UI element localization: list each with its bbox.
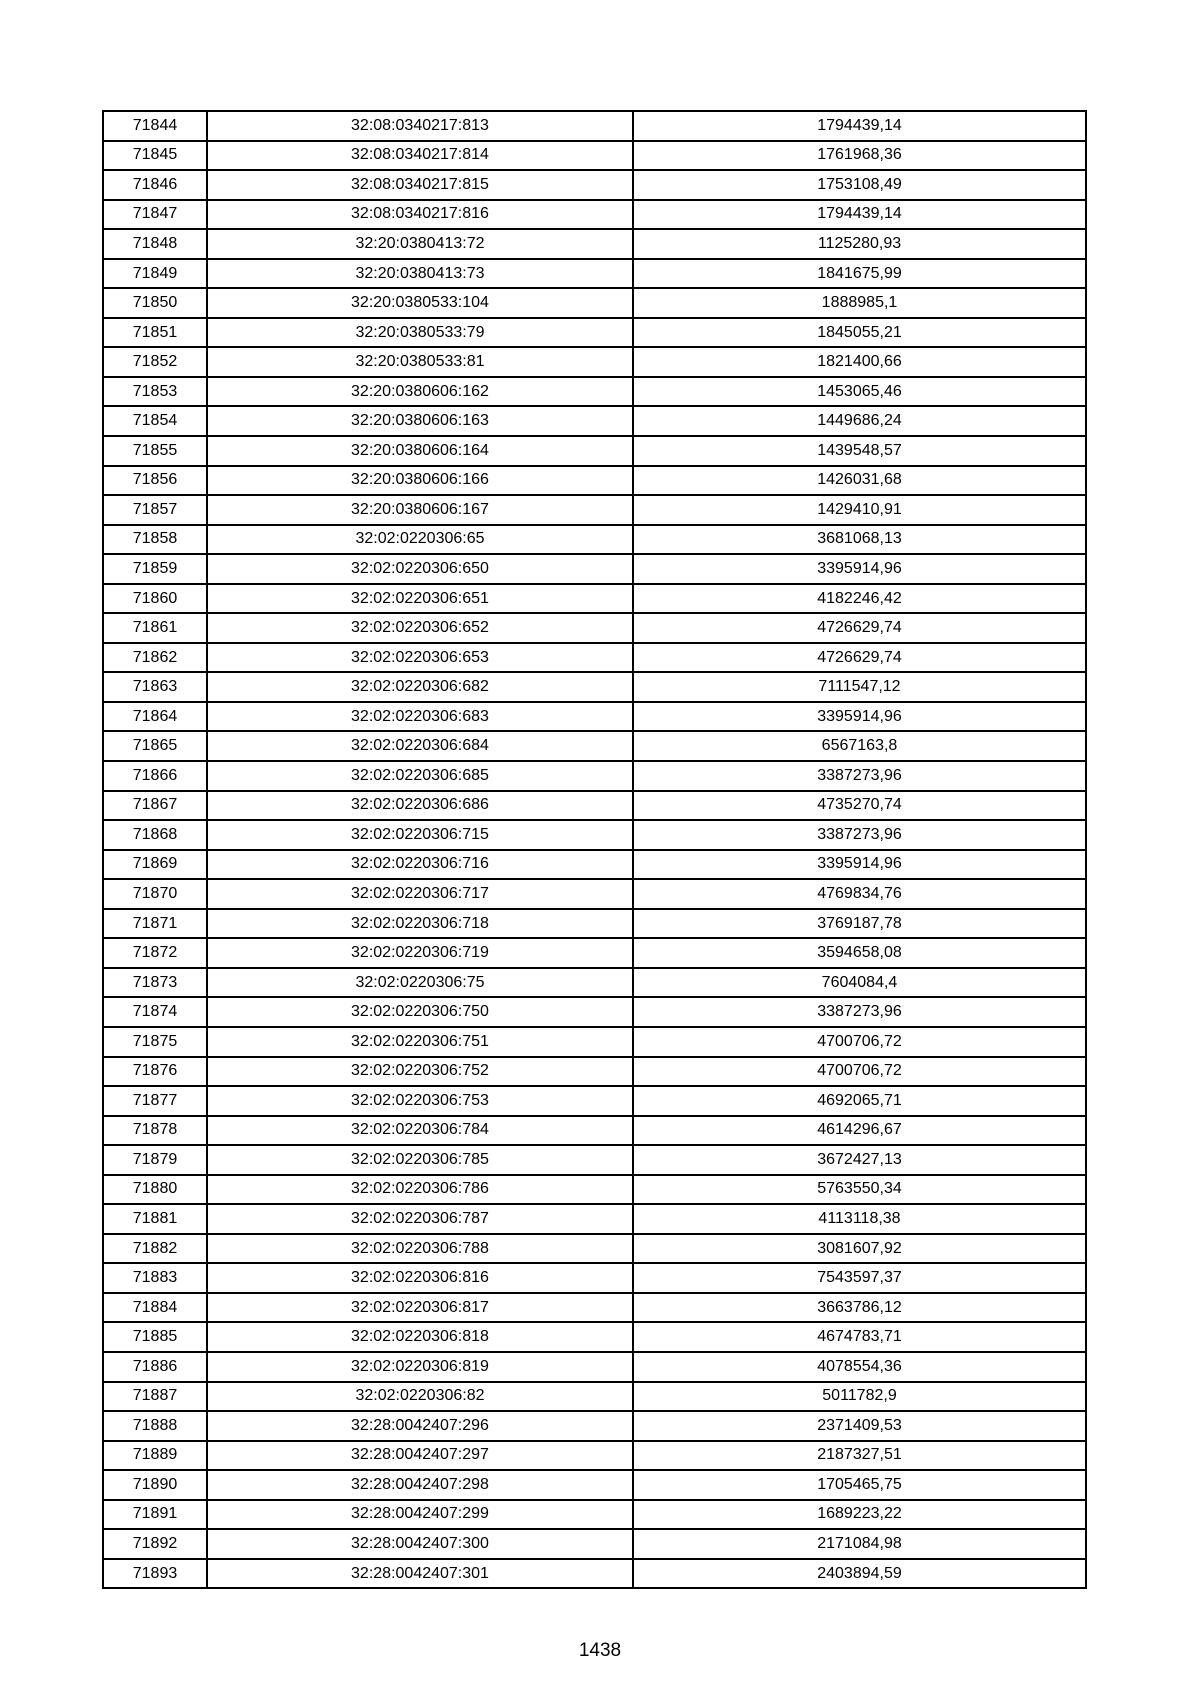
table-row (103, 1322, 1086, 1352)
cadastral-number-cell: 32:02:0220306:717 (207, 879, 633, 909)
row-number-cell: 71890 (103, 1470, 207, 1500)
table-row (103, 259, 1086, 289)
table-row (103, 909, 1086, 939)
cadastral-number-cell: 32:08:0340217:816 (207, 200, 633, 230)
table-row (103, 761, 1086, 791)
row-number-cell: 71865 (103, 731, 207, 761)
cadastral-value-cell: 4726629,74 (633, 613, 1086, 643)
table-row (103, 1441, 1086, 1471)
cadastral-value-cell: 3769187,78 (633, 909, 1086, 939)
cadastral-value-cell: 1439548,57 (633, 436, 1086, 466)
cadastral-number-cell: 32:02:0220306:819 (207, 1352, 633, 1382)
table-row (103, 111, 1086, 141)
table-row (103, 643, 1086, 673)
cadastral-number-cell: 32:28:0042407:301 (207, 1559, 633, 1589)
table-row (103, 1293, 1086, 1323)
cadastral-value-cell: 1125280,93 (633, 229, 1086, 259)
cadastral-value-cell: 5011782,9 (633, 1382, 1086, 1412)
cadastral-value-cell: 4182246,42 (633, 584, 1086, 614)
cadastral-number-cell: 32:02:0220306:686 (207, 791, 633, 821)
cadastral-number-cell: 32:02:0220306:650 (207, 554, 633, 584)
table-row (103, 1529, 1086, 1559)
cadastral-value-cell: 1845055,21 (633, 318, 1086, 348)
row-number-cell: 71891 (103, 1500, 207, 1530)
table-row (103, 141, 1086, 171)
cadastral-value-cell: 1689223,22 (633, 1500, 1086, 1530)
cadastral-number-cell: 32:02:0220306:652 (207, 613, 633, 643)
cadastral-value-cell: 4674783,71 (633, 1322, 1086, 1352)
table-row (103, 1175, 1086, 1205)
cadastral-value-cell: 3663786,12 (633, 1293, 1086, 1323)
row-number-cell: 71850 (103, 288, 207, 318)
row-number-cell: 71845 (103, 141, 207, 171)
table-row (103, 1116, 1086, 1146)
cadastral-value-cell: 1841675,99 (633, 259, 1086, 289)
row-number-cell: 71893 (103, 1559, 207, 1589)
row-number-cell: 71874 (103, 997, 207, 1027)
row-number-cell: 71853 (103, 377, 207, 407)
cadastral-number-cell: 32:02:0220306:785 (207, 1145, 633, 1175)
row-number-cell: 71855 (103, 436, 207, 466)
table-row (103, 1057, 1086, 1087)
cadastral-number-cell: 32:02:0220306:685 (207, 761, 633, 791)
cadastral-number-cell: 32:02:0220306:818 (207, 1322, 633, 1352)
table-row (103, 406, 1086, 436)
cadastral-value-cell: 4113118,38 (633, 1204, 1086, 1234)
row-number-cell: 71860 (103, 584, 207, 614)
cadastral-value-cell: 2403894,59 (633, 1559, 1086, 1589)
row-number-cell: 71873 (103, 968, 207, 998)
table-row (103, 1027, 1086, 1057)
row-number-cell: 71881 (103, 1204, 207, 1234)
table-row (103, 1470, 1086, 1500)
table-row (103, 170, 1086, 200)
cadastral-value-cell: 3395914,96 (633, 554, 1086, 584)
cadastral-value-cell: 4692065,71 (633, 1086, 1086, 1116)
table-row (103, 347, 1086, 377)
cadastral-number-cell: 32:28:0042407:296 (207, 1411, 633, 1441)
row-number-cell: 71849 (103, 259, 207, 289)
row-number-cell: 71875 (103, 1027, 207, 1057)
cadastral-number-cell: 32:20:0380533:104 (207, 288, 633, 318)
cadastral-number-cell: 32:02:0220306:817 (207, 1293, 633, 1323)
table-row (103, 288, 1086, 318)
row-number-cell: 71844 (103, 111, 207, 141)
table-row (103, 1500, 1086, 1530)
cadastral-number-cell: 32:02:0220306:753 (207, 1086, 633, 1116)
cadastral-value-cell: 4769834,76 (633, 879, 1086, 909)
table-row (103, 1145, 1086, 1175)
table-row (103, 584, 1086, 614)
row-number-cell: 71878 (103, 1116, 207, 1146)
cadastral-value-cell: 7111547,12 (633, 672, 1086, 702)
cadastral-number-cell: 32:02:0220306:786 (207, 1175, 633, 1205)
cadastral-value-cell: 3395914,96 (633, 850, 1086, 880)
cadastral-number-cell: 32:08:0340217:813 (207, 111, 633, 141)
row-number-cell: 71888 (103, 1411, 207, 1441)
row-number-cell: 71871 (103, 909, 207, 939)
cadastral-number-cell: 32:08:0340217:814 (207, 141, 633, 171)
cadastral-value-cell: 1453065,46 (633, 377, 1086, 407)
cadastral-number-cell: 32:02:0220306:682 (207, 672, 633, 702)
cadastral-value-cell: 4078554,36 (633, 1352, 1086, 1382)
cadastral-value-cell: 3081607,92 (633, 1234, 1086, 1264)
row-number-cell: 71846 (103, 170, 207, 200)
row-number-cell: 71856 (103, 466, 207, 496)
cadastral-number-cell: 32:02:0220306:683 (207, 702, 633, 732)
cadastral-number-cell: 32:02:0220306:715 (207, 820, 633, 850)
table-row (103, 850, 1086, 880)
cadastral-value-cell: 4614296,67 (633, 1116, 1086, 1146)
row-number-cell: 71869 (103, 850, 207, 880)
cadastral-number-cell: 32:08:0340217:815 (207, 170, 633, 200)
table-row (103, 1234, 1086, 1264)
cadastral-number-cell: 32:02:0220306:787 (207, 1204, 633, 1234)
cadastral-number-cell: 32:20:0380606:163 (207, 406, 633, 436)
cadastral-value-cell: 3387273,96 (633, 820, 1086, 850)
cadastral-value-cell: 1429410,91 (633, 495, 1086, 525)
row-number-cell: 71892 (103, 1529, 207, 1559)
row-number-cell: 71887 (103, 1382, 207, 1412)
cadastral-number-cell: 32:20:0380606:166 (207, 466, 633, 496)
row-number-cell: 71859 (103, 554, 207, 584)
table-row (103, 318, 1086, 348)
table-row (103, 1086, 1086, 1116)
cadastral-value-cell: 3395914,96 (633, 702, 1086, 732)
cadastral-value-cell: 2171084,98 (633, 1529, 1086, 1559)
cadastral-number-cell: 32:02:0220306:653 (207, 643, 633, 673)
table-row (103, 938, 1086, 968)
cadastral-value-cell: 3387273,96 (633, 997, 1086, 1027)
cadastral-number-cell: 32:20:0380606:164 (207, 436, 633, 466)
cadastral-value-cell: 1794439,14 (633, 200, 1086, 230)
cadastral-number-cell: 32:02:0220306:65 (207, 525, 633, 555)
cadastral-value-cell: 1449686,24 (633, 406, 1086, 436)
row-number-cell: 71886 (103, 1352, 207, 1382)
cadastral-number-cell: 32:02:0220306:752 (207, 1057, 633, 1087)
cadastral-value-cell: 4735270,74 (633, 791, 1086, 821)
cadastral-value-cell: 1888985,1 (633, 288, 1086, 318)
table-row (103, 1382, 1086, 1412)
cadastral-value-cell: 3681068,13 (633, 525, 1086, 555)
cadastral-value-cell: 4726629,74 (633, 643, 1086, 673)
table-row (103, 672, 1086, 702)
cadastral-number-cell: 32:02:0220306:684 (207, 731, 633, 761)
row-number-cell: 71885 (103, 1322, 207, 1352)
cadastral-number-cell: 32:28:0042407:299 (207, 1500, 633, 1530)
row-number-cell: 71872 (103, 938, 207, 968)
cadastral-number-cell: 32:02:0220306:75 (207, 968, 633, 998)
cadastral-value-cell: 5763550,34 (633, 1175, 1086, 1205)
table-row (103, 466, 1086, 496)
table-row (103, 377, 1086, 407)
table-row (103, 731, 1086, 761)
row-number-cell: 71852 (103, 347, 207, 377)
cadastral-value-table (102, 110, 1087, 1589)
row-number-cell: 71884 (103, 1293, 207, 1323)
table-row (103, 820, 1086, 850)
cadastral-number-cell: 32:20:0380606:167 (207, 495, 633, 525)
cadastral-value-cell: 4700706,72 (633, 1057, 1086, 1087)
table-row (103, 554, 1086, 584)
cadastral-value-cell: 4700706,72 (633, 1027, 1086, 1057)
table-row (103, 613, 1086, 643)
row-number-cell: 71868 (103, 820, 207, 850)
cadastral-value-cell: 1821400,66 (633, 347, 1086, 377)
row-number-cell: 71848 (103, 229, 207, 259)
table-row (103, 1263, 1086, 1293)
table-row (103, 1204, 1086, 1234)
cadastral-value-cell: 3387273,96 (633, 761, 1086, 791)
cadastral-number-cell: 32:20:0380533:79 (207, 318, 633, 348)
table-row (103, 200, 1086, 230)
row-number-cell: 71876 (103, 1057, 207, 1087)
cadastral-value-cell: 2187327,51 (633, 1441, 1086, 1471)
row-number-cell: 71870 (103, 879, 207, 909)
cadastral-number-cell: 32:02:0220306:82 (207, 1382, 633, 1412)
table-row (103, 495, 1086, 525)
cadastral-number-cell: 32:02:0220306:788 (207, 1234, 633, 1264)
cadastral-value-cell: 1794439,14 (633, 111, 1086, 141)
cadastral-number-cell: 32:02:0220306:750 (207, 997, 633, 1027)
row-number-cell: 71864 (103, 702, 207, 732)
cadastral-number-cell: 32:02:0220306:718 (207, 909, 633, 939)
table-body (103, 111, 1086, 1588)
cadastral-number-cell: 32:02:0220306:651 (207, 584, 633, 614)
cadastral-number-cell: 32:20:0380533:81 (207, 347, 633, 377)
cadastral-value-cell: 1426031,68 (633, 466, 1086, 496)
cadastral-number-cell: 32:28:0042407:298 (207, 1470, 633, 1500)
cadastral-number-cell: 32:28:0042407:297 (207, 1441, 633, 1471)
table-row (103, 1411, 1086, 1441)
row-number-cell: 71882 (103, 1234, 207, 1264)
table-row (103, 997, 1086, 1027)
cadastral-number-cell: 32:02:0220306:716 (207, 850, 633, 880)
table-row (103, 1352, 1086, 1382)
row-number-cell: 71858 (103, 525, 207, 555)
row-number-cell: 71880 (103, 1175, 207, 1205)
cadastral-value-cell: 7543597,37 (633, 1263, 1086, 1293)
table-row (103, 968, 1086, 998)
cadastral-number-cell: 32:20:0380413:73 (207, 259, 633, 289)
cadastral-value-cell: 3594658,08 (633, 938, 1086, 968)
cadastral-value-cell: 3672427,13 (633, 1145, 1086, 1175)
row-number-cell: 71883 (103, 1263, 207, 1293)
table-row (103, 879, 1086, 909)
cadastral-value-cell: 6567163,8 (633, 731, 1086, 761)
cadastral-number-cell: 32:02:0220306:751 (207, 1027, 633, 1057)
cadastral-value-cell: 1705465,75 (633, 1470, 1086, 1500)
row-number-cell: 71851 (103, 318, 207, 348)
row-number-cell: 71862 (103, 643, 207, 673)
cadastral-value-cell: 7604084,4 (633, 968, 1086, 998)
cadastral-value-cell: 1753108,49 (633, 170, 1086, 200)
row-number-cell: 71889 (103, 1441, 207, 1471)
cadastral-number-cell: 32:02:0220306:784 (207, 1116, 633, 1146)
cadastral-number-cell: 32:20:0380606:162 (207, 377, 633, 407)
row-number-cell: 71847 (103, 200, 207, 230)
row-number-cell: 71877 (103, 1086, 207, 1116)
cadastral-value-cell: 1761968,36 (633, 141, 1086, 171)
row-number-cell: 71861 (103, 613, 207, 643)
row-number-cell: 71866 (103, 761, 207, 791)
row-number-cell: 71854 (103, 406, 207, 436)
table-row (103, 791, 1086, 821)
table-row (103, 525, 1086, 555)
cadastral-number-cell: 32:28:0042407:300 (207, 1529, 633, 1559)
table-row (103, 1559, 1086, 1589)
cadastral-number-cell: 32:02:0220306:719 (207, 938, 633, 968)
table-row (103, 702, 1086, 732)
row-number-cell: 71863 (103, 672, 207, 702)
table-row (103, 436, 1086, 466)
table-row (103, 229, 1086, 259)
cadastral-number-cell: 32:20:0380413:72 (207, 229, 633, 259)
row-number-cell: 71857 (103, 495, 207, 525)
row-number-cell: 71867 (103, 791, 207, 821)
row-number-cell: 71879 (103, 1145, 207, 1175)
cadastral-number-cell: 32:02:0220306:816 (207, 1263, 633, 1293)
cadastral-value-cell: 2371409,53 (633, 1411, 1086, 1441)
page-number: 1438 (578, 1640, 622, 1661)
